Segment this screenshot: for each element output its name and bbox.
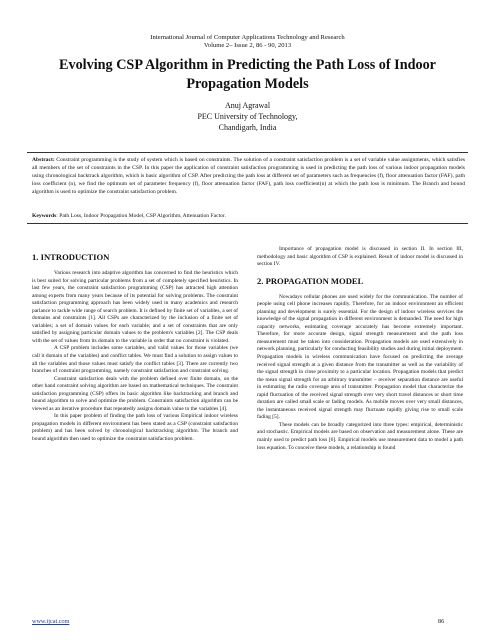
paper-title: Evolving CSP Algorithm in Predicting the Path Loss of Indoor Propagation Models — [59, 57, 436, 92]
author-affiliation: PEC University of Technology, — [197, 112, 298, 121]
author-location: Chandigarh, India — [218, 123, 277, 132]
section-overview-paragraph: Importance of propagation model is discussed in section II. In section III, methodology and basic algorithm of CSP is explained. Result of indoor model is discussed in section IV. — [257, 246, 463, 268]
abstract-text: Constraint programming is the study of system which is based on constraints. The solution of a constraint satisfaction problem is a set of variable value assignments, which satisfies all members of the set of constraints in the CSP. In this paper the application of constraint satisfaction programming is used in predicting the path loss of various indoor propagation models using chronological backtrack algorithm, which is basic algorithm of CSP. After predicting the path loss at different set of parameters such as frequencies (f), floor attenuation factor (FAF), path loss coefficient (n), we find the optimum set of parameter frequency (f), floor attenuation factor (FAF), path loss coefficient(n) at which the path loss is minimum. The Branch and bound algorithm is used to optimize the constraint satisfaction problem. — [32, 157, 465, 196]
author-name: Anuj Agrawal — [224, 101, 271, 110]
footer-website-link[interactable]: www.ijcat.com — [32, 618, 70, 625]
section-heading-propagation-model: 2. PROPAGATION MODEL — [257, 275, 364, 286]
journal-volume: Volume 2– Issue 2, 86 - 90, 2013 — [203, 42, 292, 49]
propagation-paragraph: Nowadays cellular phones are used widely for the communication. The number of people using cell phone increases rapidly. Therefore, for an indoor environment an efficient planning and development is surely essential. For the design of indoor wireless services the knowledge of the signal propagation in different environment is demanded. The need for high capacity networks, estimating coverage accurately has become extremely important. Therefore, for more accurate design, signal strength measurement and the path loss measurement must be taken into consideration. Propagation models are used extensively in network planning, particularly for conducting feasibility studies and during initial deployment. Propagation models in wireless communication have focused on predicting the average received signal strength at a given distance from the transmitter as well as the variability of the signal strength in close proximity to a particular location. Propagation models that predict the mean signal strength for an arbitrary transmitter – receiver separation distance are useful in estimating the radio coverage area of transmitter. Propagation model that characterize the rapid fluctuation of the received signal strength over very short travel distances or short time duration are called small scale or fading models. As mobile moves over very small distances, the instantaneous received signal strength may fluctuate rapidly giving rise to small scale fading [5]. — [257, 293, 463, 421]
keywords-label: Keywords — [32, 213, 57, 219]
abstract — [32, 156, 465, 196]
section-heading-introduction: 1. INTRODUCTION — [32, 252, 110, 262]
keywords-text: : Path Loss, Indoor Propagation Model, CSP Algorithm, Attenuation Factor. — [56, 213, 226, 219]
abstract-label: Abstract: — [32, 157, 55, 163]
right-column — [257, 246, 463, 452]
keywords — [32, 212, 465, 220]
intro-paragraph: Constraint satisfaction deals with the problem defined over finite domain, on the other hand constraint solving algorithm are based on mathematical techniques. The constraint satisfaction programming (CSP) offers its basic algorithm like backtracking and branch and bound algorithm to solve and optimize the problem. Constraints satisfaction algorithm can be viewed as an iterative procedure that repeatedly assigns domain value to the variables [4]. — [32, 375, 238, 412]
left-column — [32, 246, 238, 444]
intro-paragraph: A CSP problem includes some variables, and valid values for those variables (we call it domain of the variables) and conflict tables. We must find a solution to assign values to all the variables and those values must satisfy the conflict tables [3]. There are currently two branches of constraint programming, namely constraint satisfaction and constraint solving. — [32, 345, 238, 375]
intro-paragraph: Various research into adaptive algorithm has concerned to find the heuristics which is best suited for solving particular problems from a set of completely specified heuristics. In last few years, the constraint satisfaction programming (CSP) has attracted high attention among experts from many years because of its potential for solving problems. The constraint satisfaction programming approach has been widely used in many academics and research parlance to tackle wide range of search problem. It is defined by finite set of variables, a set of domains and constraints [1]. All CSPs are characterized by the inclusion of a finite set of variables; a set of domain values for each variable; and a set of constraints that are only satisfied by assigning particular domain values to the problem's variables [2]. The CSP deals with the set of values from its domain to the variable in order that no constraint is violated. — [32, 270, 238, 344]
intro-paragraph: In this paper problem of finding the path loss of various Empirical indoor wireless propagation models in different environment has been stated as a CSP (constraint satisfaction problem) and has been solved by chronological backtracking algorithm. The branch and bound algorithm then used to optimize the constraint satisfaction problem. — [32, 413, 238, 443]
journal-name: International Journal of Computer Applications Technology and Research — [150, 34, 345, 41]
footer-page-number: 86 — [438, 618, 445, 625]
propagation-paragraph: These models can be broadly categorized into three types: empirical, deterministic and stochastic. Empirical models are based on observation and measurement alone. These are mainly used to predict path loss [6]. Empirical models use measurement data to model a path loss equation. To conceive these models, a relationship is found — [257, 421, 463, 451]
